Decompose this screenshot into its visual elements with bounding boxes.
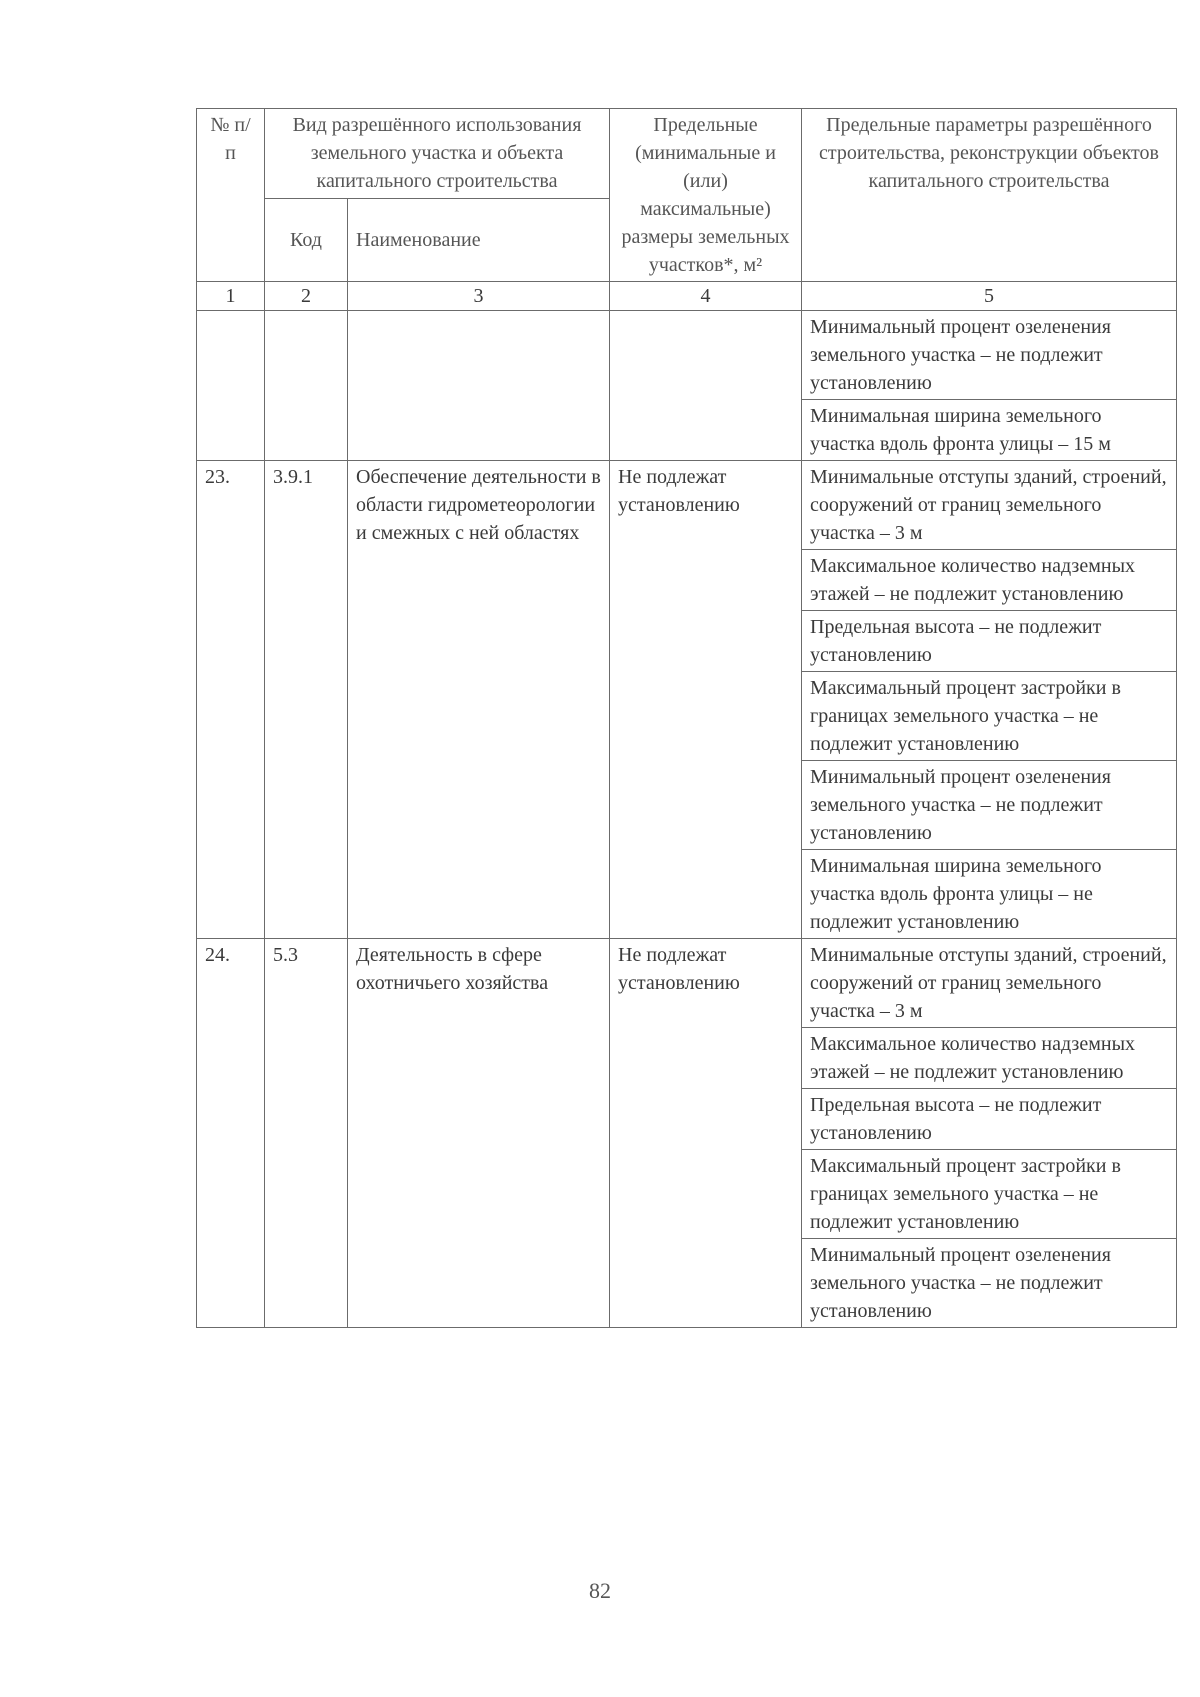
header-plot-size: Предельные (минимальные и (или) максимальные) размеры земельных участков*, м² bbox=[610, 109, 802, 282]
param-cell: Минимальная ширина земельного участка вдоль фронта улицы – не подлежит установлению bbox=[802, 850, 1177, 939]
land-use-table bbox=[196, 108, 1177, 1328]
column-number: 5 bbox=[802, 282, 1177, 311]
column-number-row bbox=[197, 282, 1177, 311]
row-code: 3.9.1 bbox=[265, 461, 348, 939]
param-cell: Предельная высота – не подлежит установлению bbox=[802, 611, 1177, 672]
row-code: 5.3 bbox=[265, 939, 348, 1328]
header-name: Наименование bbox=[348, 199, 610, 282]
table-row bbox=[197, 311, 1177, 400]
param-cell: Минимальные отступы зданий, строений, сооружений от границ земельного участка – 3 м bbox=[802, 461, 1177, 550]
header-number: № п/п bbox=[197, 109, 265, 282]
param-cell: Максимальный процент застройки в границах земельного участка – не подлежит установлению bbox=[802, 672, 1177, 761]
header-use-type: Вид разрешённого использования земельного участка и объекта капитального строительства bbox=[265, 109, 610, 199]
row-number: 24. bbox=[197, 939, 265, 1328]
param-cell: Минимальная ширина земельного участка вдоль фронта улицы – 15 м bbox=[802, 400, 1177, 461]
column-number: 2 bbox=[265, 282, 348, 311]
page-number: 82 bbox=[589, 1578, 611, 1603]
row-name: Обеспечение деятельности в области гидрометеорологии и смежных с ней областях bbox=[348, 461, 610, 939]
row-plot-size: Не подлежат установлению bbox=[610, 461, 802, 939]
param-cell: Минимальный процент озеленения земельного участка – не подлежит установлению bbox=[802, 311, 1177, 400]
column-number: 3 bbox=[348, 282, 610, 311]
param-cell: Минимальные отступы зданий, строений, сооружений от границ земельного участка – 3 м bbox=[802, 939, 1177, 1028]
row-number: 23. bbox=[197, 461, 265, 939]
param-cell: Максимальное количество надземных этажей – не подлежит установлению bbox=[802, 550, 1177, 611]
param-cell: Минимальный процент озеленения земельного участка – не подлежит установлению bbox=[802, 761, 1177, 850]
table-row bbox=[197, 939, 1177, 1028]
param-cell: Предельная высота – не подлежит установлению bbox=[802, 1089, 1177, 1150]
header-code: Код bbox=[265, 199, 348, 282]
param-cell: Максимальное количество надземных этажей – не подлежит установлению bbox=[802, 1028, 1177, 1089]
row-plot-size: Не подлежат установлению bbox=[610, 939, 802, 1328]
param-cell: Максимальный процент застройки в границах земельного участка – не подлежит установлению bbox=[802, 1150, 1177, 1239]
table-row bbox=[197, 461, 1177, 550]
column-number: 4 bbox=[610, 282, 802, 311]
row-name: Деятельность в сфере охотничьего хозяйства bbox=[348, 939, 610, 1328]
column-number: 1 bbox=[197, 282, 265, 311]
header-build-params: Предельные параметры разрешённого строительства, реконструкции объектов капитального строительства bbox=[802, 109, 1177, 282]
param-cell: Минимальный процент озеленения земельного участка – не подлежит установлению bbox=[802, 1239, 1177, 1328]
